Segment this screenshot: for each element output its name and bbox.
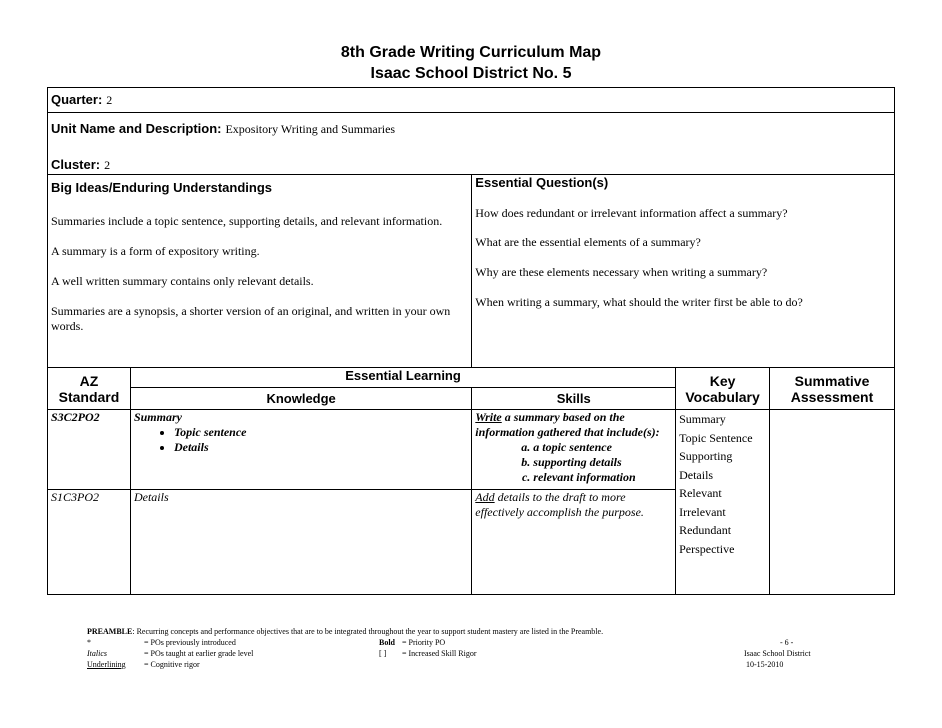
skills-cell: Add details to the draft to more effectively accomplish the purpose. — [472, 490, 676, 595]
vocab-term: Redundant — [679, 523, 732, 537]
assessment-cell — [770, 410, 895, 595]
essential-questions-cell — [472, 175, 895, 368]
legend-desc: = Priority PO — [402, 638, 446, 647]
knowledge-title: Summary — [133, 410, 182, 424]
skill-statement: Write a summary based on the information gathered that include(s): — [475, 410, 660, 439]
cluster-value: 2 — [104, 158, 111, 172]
skills-header: Skills — [472, 388, 676, 410]
skill-item: a. a topic sentence — [533, 440, 672, 455]
district-name: Isaac School District No. 5 — [370, 65, 572, 82]
standard-cell: S1C3PO2 — [48, 490, 131, 595]
big-idea-item: Summaries are a synopsis, a shorter version of an original, and written in your own words. — [51, 304, 451, 333]
quarter-value: 2 — [106, 93, 113, 107]
az-standard-header: AZ Standard — [48, 368, 131, 410]
vocabulary-cell — [676, 410, 770, 595]
question-item: How does redundant or irrelevant information affect a summary? — [475, 206, 788, 220]
legend-symbol: [ ] — [379, 649, 387, 658]
district-footer: Isaac School District — [744, 649, 811, 658]
question-item: Why are these elements necessary when writing a summary? — [475, 265, 768, 279]
legend-symbol: Bold — [379, 638, 396, 647]
key-vocabulary-header: Key Vocabulary — [676, 368, 770, 410]
document-title: 8th Grade Writing Curriculum Map — [340, 44, 602, 61]
knowledge-bullet: • Topic sentence — [174, 425, 468, 440]
legend-desc: = POs taught at earlier grade level — [144, 649, 254, 658]
knowledge-bullet: • Details — [174, 440, 468, 455]
question-item: When writing a summary, what should the writer first be able to do? — [475, 295, 803, 309]
vocab-term: Relevant — [679, 486, 722, 500]
skill-item: b. supporting details — [533, 455, 672, 470]
cluster-label: Cluster: — [51, 157, 101, 172]
skills-cell — [472, 410, 676, 490]
vocab-term: Irrelevant — [679, 504, 726, 519]
big-idea-item: A summary is a form of expository writing. — [51, 244, 260, 258]
summative-assessment-header: Summative Assessment — [770, 368, 895, 410]
skill-item: c. relevant information — [533, 470, 672, 485]
big-ideas-heading: Big Ideas/Enduring Understandings — [51, 180, 273, 195]
question-item: What are the essential elements of a summary? — [475, 235, 701, 249]
unit-label: Unit Name and Description: — [51, 121, 222, 136]
footer-legend — [87, 626, 827, 670]
unit-cluster-row — [48, 113, 895, 175]
vocab-term: Summary — [679, 412, 726, 426]
preamble-note: PREAMBLE: Recurring concepts and performance objectives that are to be integrated throughout the year to support student mastery are listed in the Preamble. — [87, 627, 604, 636]
vocab-term: Perspective — [679, 541, 735, 556]
legend-symbol: Underlining — [87, 660, 126, 669]
legend-desc: = POs previously introduced — [144, 638, 236, 647]
big-ideas-cell — [48, 175, 472, 368]
knowledge-header: Knowledge — [130, 388, 471, 410]
unit-value: Expository Writing and Summaries — [225, 122, 396, 136]
knowledge-cell: Details — [130, 490, 471, 595]
quarter-row — [48, 88, 895, 113]
big-idea-item: A well written summary contains only relevant details. — [51, 274, 314, 288]
essential-questions-heading: Essential Question(s) — [475, 175, 609, 190]
vocab-term: Supporting Details — [679, 449, 733, 482]
big-idea-item: Summaries include a topic sentence, supporting details, and relevant information. — [51, 214, 443, 228]
legend-desc: = Increased Skill Rigor — [402, 649, 477, 658]
curriculum-table — [47, 87, 895, 595]
essential-learning-header: Essential Learning — [130, 368, 675, 388]
standard-cell: S3C2PO2 — [48, 410, 131, 490]
knowledge-cell — [130, 410, 471, 490]
vocab-term: Topic Sentence — [679, 430, 753, 445]
date-footer: 10-15-2010 — [746, 660, 784, 669]
legend-symbol: Italics — [87, 649, 107, 658]
quarter-label: Quarter: — [51, 92, 103, 107]
legend-desc: = Cognitive rigor — [144, 660, 200, 669]
legend-symbol: * — [87, 638, 91, 647]
page-number: - 6 - — [780, 638, 794, 647]
